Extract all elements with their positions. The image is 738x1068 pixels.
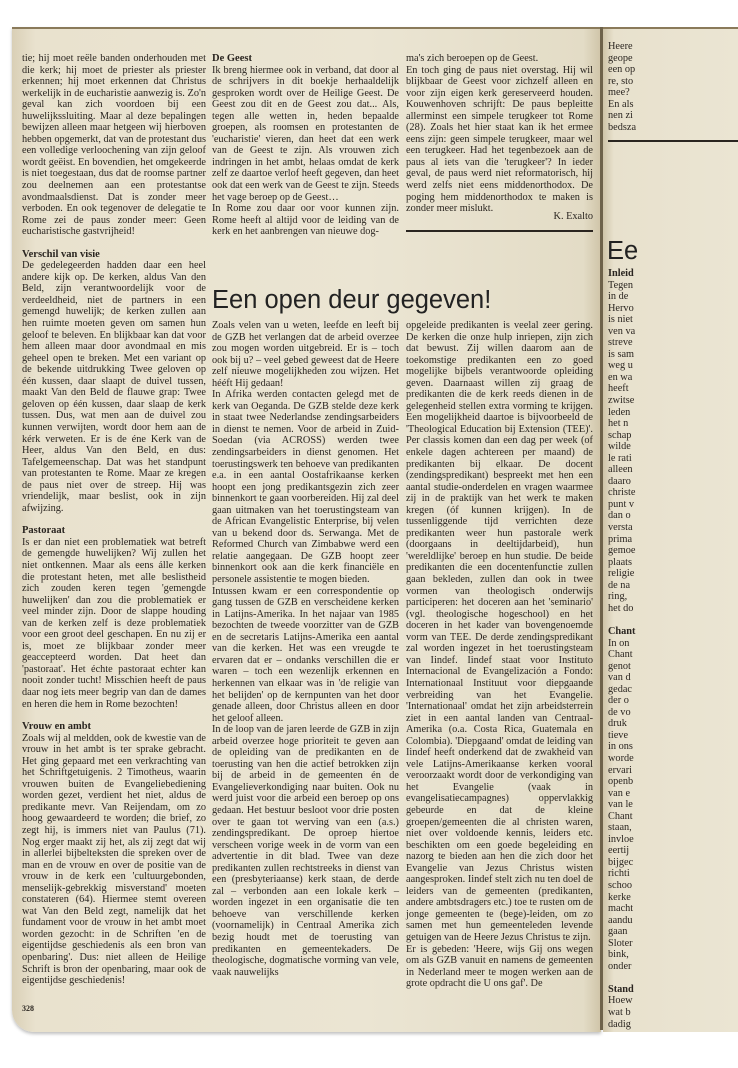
text-line-fragment: mee? <box>608 87 630 99</box>
text-line-fragment: tieve <box>608 729 629 741</box>
section-heading: De Geest <box>212 53 252 64</box>
text-line-fragment: dadig <box>608 1018 631 1030</box>
book-spine <box>600 27 603 1030</box>
text-line-fragment: schoo <box>608 879 633 891</box>
text-line-fragment: daaro <box>608 475 631 487</box>
text-line-fragment: invloe <box>608 833 634 845</box>
text-line-fragment: leden <box>608 406 631 418</box>
text-line-fragment: wat b <box>608 1007 631 1018</box>
text-line-fragment: is sam <box>608 348 635 360</box>
text-line-fragment: wilde <box>608 441 631 453</box>
author-signature: K. Exalto <box>553 211 593 222</box>
text-line-fragment <box>608 614 736 626</box>
text-line-fragment: staan, <box>608 822 632 834</box>
text-line-fragment: prima <box>608 533 633 545</box>
article-middle-column <box>212 320 399 1002</box>
text-line-fragment: zwitse <box>608 395 635 407</box>
text-line-fragment: Hoew <box>608 995 633 1007</box>
text-line-fragment: re, sto <box>608 75 634 87</box>
text-line-fragment: genot <box>608 660 631 672</box>
text-line-fragment: van e <box>608 787 631 799</box>
article-right-column <box>406 320 593 1002</box>
text-line-fragment: van d <box>608 672 631 684</box>
text-line-fragment: Heere <box>608 41 633 52</box>
text-line-fragment: ring, <box>608 591 628 603</box>
text-line-fragment: le rati <box>608 452 632 464</box>
text-line-fragment: macht <box>608 903 634 915</box>
text-line-fragment: geope <box>608 52 633 64</box>
geest-paragraph: En toch ging de paus niet overstag. Hij wil blijkbaar de Geest voor zichzelf alleen en voor zijn eigen kerk gereserveerd houden. Kouwenhoven schrijft: De paus bepleitte allerminst een simpele terugkeer tot Rome (28). Zoals het hier staat kan ik het ermee eens zijn: geen simpele terugkeer, maar wel een terugkeer. Had het tegenbezoek aan de paus al iets van die 'terugkeer'? In ieder geval, de paus werd niet reformatorisch, hij werd zelfs niet eens middenorthodox. De poging hem middenorthodox te maken is zonder meer mislukt. <box>406 64 593 215</box>
text-line-fragment: ven va <box>608 325 636 337</box>
text-line-fragment: een op <box>608 64 636 76</box>
text-line-fragment: openb <box>608 776 634 788</box>
text-line-fragment: bijgec <box>608 856 634 868</box>
text-line-fragment: onder <box>608 960 632 972</box>
text-line-fragment: gaan <box>608 926 628 938</box>
text-line-fragment: Tegen <box>608 279 634 291</box>
text-line-fragment: streve <box>608 337 633 349</box>
text-line-fragment: Hervo <box>608 302 634 314</box>
section-paragraph: De gedelegeerden hadden daar een heel andere kijk op. De kerken, aldus Van den Beld, zijn verantwoordelijk voor de verdeeldheid, niet de partners in een gemengd huwelijk; de kerken zullen aan hen ruimte moeten geven om samen hun geloof te beleven. En blijkbaar kan dat voor hem alleen maar door avondmaal en mis geheel open te breken. Met een variant op de bekende uitdrukking Twee geloven op één kussen, daar slaapt de duivel tussen, maakt Van den Beld de flauwe grap: Twee geloven op één kussen, daar slaap de kerk tussen. Dus, wat men aan de duivel zou kunnen verwijten, wordt door hem aan de kérk verweten. Er is de éne Kerk van de Heer, aldus Van den Beld, en dus: Tafelgemeenschap. Dat was het standpunt van protestanten te Rome. Maar ze kregen de paus niet over de streep. Hij was vriendelijk, maar beslist, ook in zijn afwijzing. <box>22 260 206 514</box>
text-line-fragment: alleen <box>608 464 633 476</box>
geest-right-column <box>406 53 593 215</box>
facing-page-body-text <box>608 268 736 1030</box>
geest-middle-column <box>212 53 399 251</box>
article-paragraph: In de loop van de jaren leerde de GZB in zijn arbeid overzee hoge prioriteit te geven aan de opleiding van de predikanten en de toerusting van hen die actief betrokken zijn bij de arbeid in de gemeenten én de Evangelieverkondiging naar buiten. Ook nu werd juist voor die arbeid een beroep op ons gedaan. Het bestuur besloot voor drie posten over te gaan tot werving van een (a.s.) zendingspredikant. De oproep hiertoe verscheen vorige week in de vorm van een advertentie in dit blad. Twee van deze predikanten zullen rechtstreeks in dienst van een (presbyteriaanse) kerk staan, de derde zal – verbonden aan een lokale kerk – worden ingezet in een organisatie die ten behoeve van verschillende kerken (voornamelijk) in Centraal Amerika zich bezig houdt met de toerusting van predikanten en gemeentekaders. De theologische, dogmatische vorming van vele, vaak nauwelijks <box>212 724 399 978</box>
text-line-fragment: dan o <box>608 510 631 522</box>
left-column <box>22 53 206 998</box>
article-paragraph: In Afrika werden contacten gelegd met de kerk van Oeganda. De GZB stelde deze kerk in staat twee Nederlandse zendingsarbeiders in dienst te nemen. Voor de arbeid in Zuid-Soedan (via ACROSS) werden twee zendingsarbeiders in dienst genomen. Het toerustingswerk ten behoeve van predikanten e.a. in een aantal Oostafrikaanse kerken hoopt een jong predikantsgezin zich zeer binnenkort te gaan voorbereiden. Hij zal deel gaan uitmaken van het toerustingsteam van de African Evangelistic Enterprise, bij velen van u bekend door ds. Serwanga. Met de Reformed Church van Zimbabwe werd een relatie aangegaan. De GZB hoopt zeer binnenkort ook aan die kerk financiële en personele assistentie te mogen bieden. <box>212 389 399 586</box>
geest-paragraph: In Rome zou daar oor voor kunnen zijn. Rome heeft al altijd voor de leiding van de kerk en het aanbrengen van nieuwe dog- <box>212 203 399 238</box>
text-line-fragment: Stand <box>608 983 634 995</box>
text-line-fragment: gedac <box>608 683 633 695</box>
text-line-fragment: Inleid <box>608 268 634 279</box>
text-line-fragment: worde <box>608 752 634 764</box>
text-line-fragment: bedsza <box>608 121 637 133</box>
text-line-fragment: nen zi <box>608 110 633 122</box>
section-paragraph: Is er dan niet een problematiek wat betreft de gemengde huwelijken? Wij zullen het niet ontkennen. Maar als eens álle kerken die protestant heten, met alle beslistheid zich zouden keren tegen 'gemengde huwelijken' dan zou die problematiek er veel minder zijn. Door de slappe houding van de kerken zelf is deze problematiek voor een groot deel geschapen. En nu zij er is, moet ze blijkbaar zonder meer geaccepteerd worden. Dat heet dan 'pastoraat'. Het échte pastoraat echter kan nooit zonder tucht! Misschien heeft de paus daar nog iets meer begrip van dan de dames en heren die hem in Rome bezochten! <box>22 536 206 710</box>
text-line-fragment: de na <box>608 579 631 591</box>
text-line-fragment: richti <box>608 868 630 880</box>
article-paragraph: opgeleide predikanten is veelal zeer gering. De kerken die onze hulp inriepen, zijn zich dat bewust. Zij willen daarom aan de toekomstige predikanten een zo goed mogelijke bijbels verantwoorde opleiding geven. Daarnaast willen zij graag de predikanten die de kerk reeds dienen in de gelegenheid stellen extra vorming te krijgen. Een mogelijkheid daartoe is bijvoorbeeld de 'Theological Education bij Extension (TEE)'. Per classis komen dan een dag per week (of enkele dagen achtereen per maand) de predikanten bij elkaar. De docent (zendingspredikant) bespreekt met hen een aantal studie-onderdelen en vragen waarmee zij in de praktijk van het werk te maken kregen (óf kunnen krijgen). In de tussenliggende tijd verrichten deze predikanten weer hun pastorale werk (doorgaans in deeltijdarbeid), hun 'wereldlijke' beroep en hun studie. De beide predikanten die een docentenfunctie zullen gaan bekleden, zullen dan ook in twee vormen van theologisch onderwijs participeren: het doceren aan het 'seminario' (vgl. theologische hogeschool) en het doceren in het kader van bovengenoemde vorm van TEE. De derde zendingspredikant zal worden ingezet in het toerustingsteam van Iindef. Iindef staat voor Instituto Internacional de Evangelización a Fondo: Internationaal Instituut voor diepgaande verbreiding van het Evangelie. 'Internationaal' omdat het zijn arbeidsterrein ziet in een aantal landen van Centraal-Amerika (o.a. Costa Rica, Guatemala en Colombia). 'Diepgaand' omdat de leiding van Iindef heeft onderkend dat de zwakheid van vele Latijns-Amerikaanse kerken vooral veroorzaakt wordt door de verkondiging van het Evangelie (vaak in evangelisatiecampagnes) oppervlakkig gebeurde en dat de kleine groepen/gemeenten die al christen waren, niet over voldoende kennis, leiders etc. beschikten om een goede begeleiding en nazorg te bieden aan hen die zich door het Evangelie van Jezus Christus wisten aangesproken. Iindef stelt zich nu ten doel de leiders van de gemeenten (predikanten, andere ambtsdragers etc.) toe te rusten om de jonge gemeenten te (bege)-leiden, om zo samen met hun gemeenteleden levende getuigen van de Heere Jezus Christus te zijn. <box>406 320 593 943</box>
facing-page-divider <box>608 140 738 142</box>
text-line-fragment: de vo <box>608 706 631 718</box>
text-line-fragment: plaats <box>608 556 633 568</box>
text-line-fragment: Chant <box>608 625 636 637</box>
text-line-fragment <box>608 972 736 984</box>
text-line-fragment: druk <box>608 718 627 730</box>
page-number: 328 <box>22 1004 34 1013</box>
section-heading: Verschil van visie <box>22 248 100 260</box>
section-paragraph: Zoals wij al meldden, ook de kwestie van de vrouw in het ambt is ter sprake gebracht. Het ging gepaard met een verkrachting van het Schriftgetuigenis. 2 Timotheus, waarin vrouwen buiten de Evangeliebediening worden gezet, verdient het niet, aldus de predikante mevr. Van Reijendam, om zo hoog gewaardeerd te worden; die brief, zo zegt hij, is immers niet van Paulus (71). Nog erger maakt zij het, als zij zegt dat wij in allerlei bijbelteksten die spreken over de man en de vrouw en over de positie van de vrouw in de kerk een 'cultuurgebonden, menselijk-gebrekkig misverstand' moeten constateren (64). Hiermee stemt overeen wat Van den Beld zegt, namelijk dat het fundament voor de vrouw in het ambt moet worden gezocht: in de Schriften 'en de eigentijdse geschiedenis als een bron van openbaring'. Dus: niet alleen de Heilige Schrift is bron der openbaring, maar ook de eigentijdse geschiedenis! <box>22 732 206 987</box>
text-line-fragment: schap <box>608 429 632 441</box>
text-line-fragment: In on <box>608 637 630 649</box>
text-line-fragment: in de <box>608 291 629 303</box>
text-line-fragment: Chant <box>608 649 633 661</box>
text-line-fragment: ervari <box>608 764 633 776</box>
text-line-fragment: bink, <box>608 949 629 961</box>
text-line-fragment: christe <box>608 487 636 499</box>
text-line-fragment: het n <box>608 418 629 430</box>
geest-paragraph: Ik breng hiermee ook in verband, dat door al de schrijvers in dit boekje herhaaldelijk gesproken wordt over de Heilige Geest. De Geest zou dit en de Geest zou dat... Als, tegen alle wetten in, heden bepaalde groepen, als roomsen en protestanten de 'eucharistie' vieren, dan heet dat een werk van de Geest te zijn. Als vrouwen zich indringen in het ambt, helaas omdat de kerk zelf ze daartoe verlof heeft gegeven, dan heet ook dat een werk van de Geest te zijn. Steeds het vage beroep op de Geest… <box>212 64 399 203</box>
text-line-fragment: heeft <box>608 383 629 395</box>
intro-paragraph: tie; hij moet reële banden onderhouden met die kerk; hij moet de priester als priester erkennen; hij moet erkennen dat Christus werkelijk in de eucharistie aanwezig is. Zo'n geval kan zich voordoen bij een huwelijkssluiting. Maar al deze bepalingen bewijzen alleen maar hetgeen wij hierboven hebben opgemerkt, dat van de protestant dus een volledige verloochening van zijn geloof wordt geëist. En bovendien, het omgekeerde is niet toegestaan, dus dat de roomse partner zou deelnemen aan een protestantse avondmaalsdienst. Dat is zonder meer verboden. En ook tegenover de delegatie te Rome zei de paus zonder meer: Geen eucharistische gastvrijheid! <box>22 53 206 238</box>
text-line-fragment: En als <box>608 98 634 110</box>
geest-paragraph: ma's zich beroepen op de Geest. <box>406 53 539 64</box>
text-line-fragment: weg u <box>608 360 633 372</box>
facing-page-headline: Ee <box>607 237 639 265</box>
section-heading: Pastoraat <box>22 525 66 537</box>
text-line-fragment: in ons <box>608 741 633 753</box>
text-line-fragment: gemoe <box>608 545 636 557</box>
article-paragraph: Er is gebeden: 'Heere, wijs Gij ons wegen om als GZB vanuit en namens de gemeenten in Nederland meer te mogen werken aan de grote opdracht die U ons gaf'. De <box>406 943 593 990</box>
text-line-fragment: het do <box>608 602 634 614</box>
section-heading: Vrouw en ambt <box>22 721 92 733</box>
text-line-fragment: punt v <box>608 498 635 510</box>
text-line-fragment: religie <box>608 568 635 580</box>
text-line-fragment: aandu <box>608 914 633 926</box>
text-line-fragment: kerke <box>608 891 631 903</box>
text-line-fragment: eertij <box>608 845 630 857</box>
section-divider <box>406 230 593 232</box>
text-line-fragment: Chant <box>608 810 633 822</box>
facing-page-top-text <box>608 41 736 133</box>
article-paragraph: Intussen kwam er een correspondentie op gang tussen de GZB en verscheidene kerken in Latijns-Amerika. In het najaar van 1985 bezochten de tweede voorzitter van de GZB en de secretaris Latijns-Amerika een aantal van die kerken. Het was een vreugde te ervaren dat er – ondanks verschillen die er waren – toch een wezenlijk erkennen en herkennen van elkaar was in 'de religie van het belijden' op de kernpunten van het door genade alleen, door Christus alleen en door het geloof alleen. <box>212 585 399 724</box>
text-line-fragment: der o <box>608 695 629 707</box>
text-line-fragment: versta <box>608 522 633 534</box>
article-title: Een open deur gegeven! <box>212 286 492 314</box>
text-line-fragment: is niet <box>608 314 633 326</box>
text-line-fragment: en wa <box>608 371 633 383</box>
text-line-fragment: Sloter <box>608 937 633 949</box>
text-line-fragment: van le <box>608 799 633 811</box>
article-paragraph: Zoals velen van u weten, leefde en leeft bij de GZB het verlangen dat de arbeid overzee zou mogen worden uitgebreid. Er is – toch ook bij u? – veel gebed geweest dat de Heere zelf nieuwe mogelijkheden zou wijzen. Het hééft Hij gedaan! <box>212 320 399 389</box>
